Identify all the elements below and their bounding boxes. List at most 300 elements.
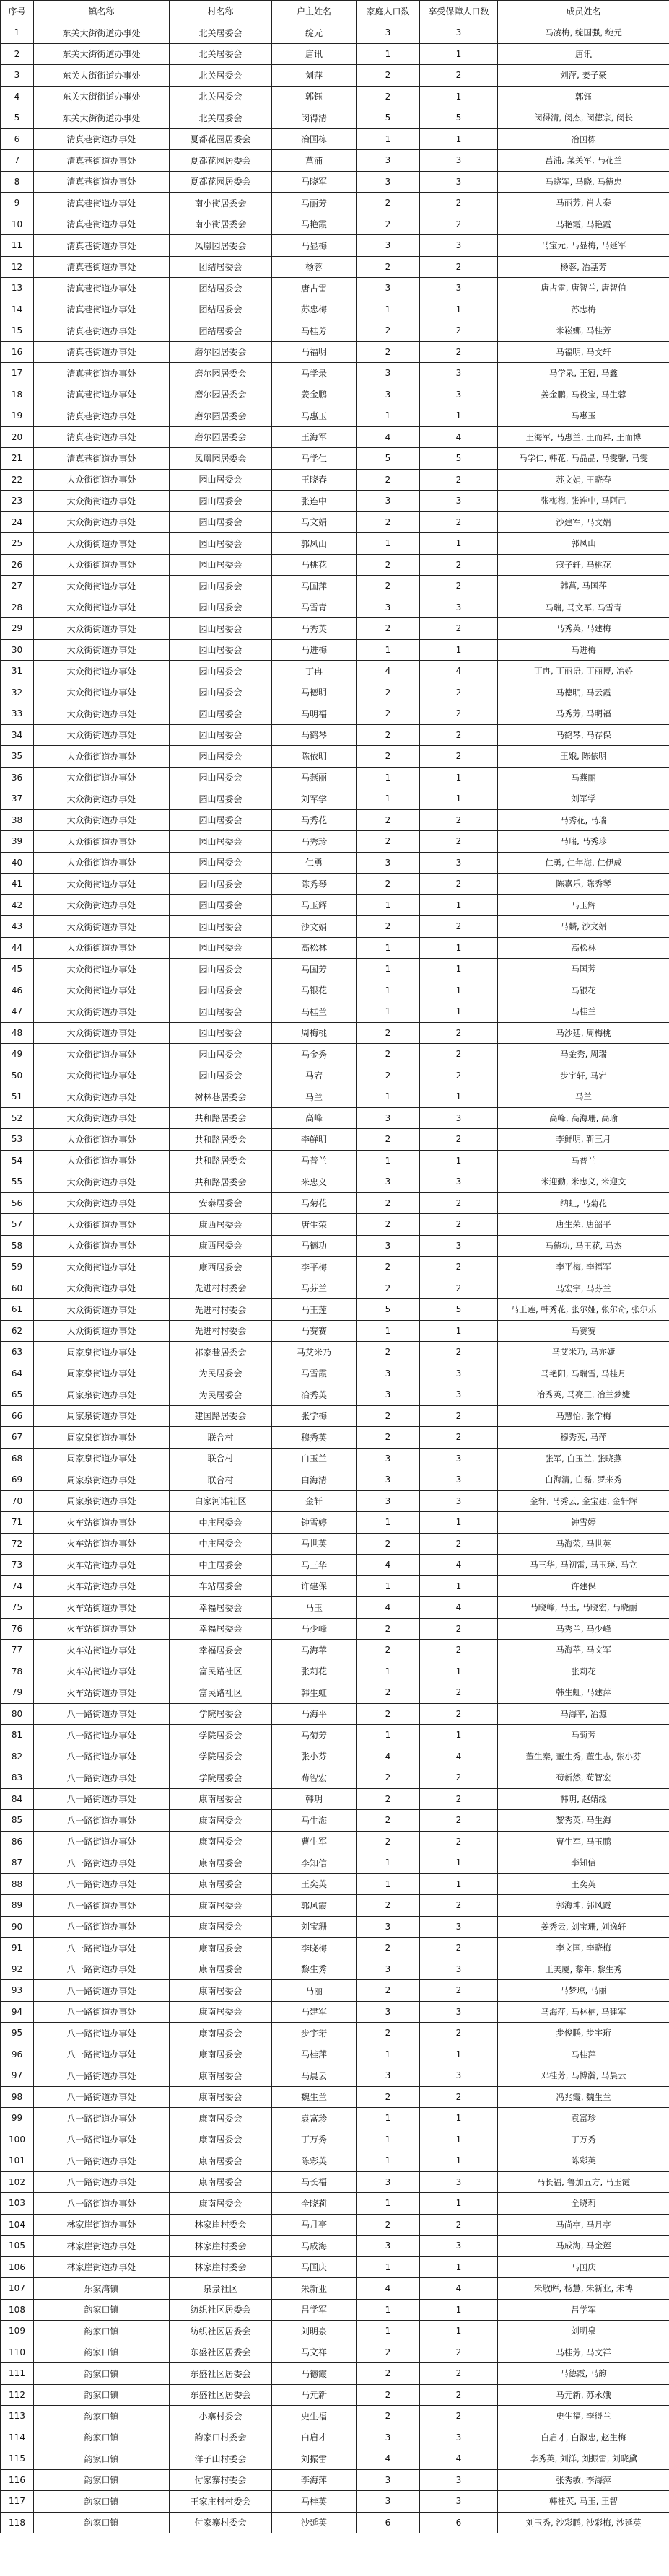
cell-seq: 53 [1, 1129, 34, 1151]
cell-insured-count: 3 [420, 1490, 498, 1512]
cell-seq: 75 [1, 1597, 34, 1619]
cell-village: 凤凰园居委会 [170, 448, 272, 470]
cell-insured-count: 3 [420, 1448, 498, 1469]
cell-seq: 47 [1, 1001, 34, 1023]
cell-family-size: 1 [357, 2193, 420, 2215]
cell-members: 黎秀英, 马生海 [498, 1810, 669, 1832]
cell-head: 马建军 [272, 2001, 357, 2023]
cell-town: 八一路街道办事处 [34, 1873, 170, 1895]
table-row [1, 788, 669, 810]
cell-members: 李秀英, 刘洋, 刘振雷, 刘晓黛 [498, 2448, 669, 2470]
cell-town: 东关大街街道办事处 [34, 86, 170, 107]
cell-insured-count: 3 [420, 1171, 498, 1193]
cell-village: 园山居委会 [170, 788, 272, 810]
table-row [1, 1107, 669, 1129]
cell-town: 大众街街道办事处 [34, 511, 170, 533]
cell-town: 清真巷街道办事处 [34, 405, 170, 427]
table-row [1, 65, 669, 87]
cell-town: 大众街街道办事处 [34, 1235, 170, 1257]
cell-insured-count: 1 [420, 1725, 498, 1746]
cell-insured-count: 1 [420, 1661, 498, 1682]
cell-seq: 86 [1, 1831, 34, 1852]
cell-members: 郭钰 [498, 86, 669, 107]
cell-family-size: 4 [357, 661, 420, 682]
cell-members: 张梅梅, 张连中, 马阿己 [498, 491, 669, 512]
table-row [1, 1086, 669, 1108]
cell-seq: 60 [1, 1278, 34, 1299]
cell-insured-count: 2 [420, 2214, 498, 2236]
table-row [1, 1895, 669, 1917]
cell-town: 清真巷街道办事处 [34, 299, 170, 320]
cell-head: 马文娟 [272, 511, 357, 533]
table-row [1, 831, 669, 853]
table-row [1, 150, 669, 172]
table-row [1, 1299, 669, 1321]
cell-insured-count: 2 [420, 320, 498, 342]
cell-insured-count: 3 [420, 22, 498, 44]
cell-members: 李平梅, 李福军 [498, 1257, 669, 1278]
cell-members: 丁冉, 丁丽语, 丁丽博, 冶娇 [498, 661, 669, 682]
table-row [1, 703, 669, 725]
cell-head: 张学梅 [272, 1405, 357, 1427]
cell-members: 马王莲, 韩秀花, 张尔娅, 张尔奇, 张尔乐 [498, 1299, 669, 1321]
cell-village: 康西居委会 [170, 1214, 272, 1236]
cell-town: 大众街街道办事处 [34, 554, 170, 576]
cell-village: 康南居委会 [170, 2044, 272, 2065]
cell-seq: 58 [1, 1235, 34, 1257]
cell-head: 马燕丽 [272, 767, 357, 788]
header-seq: 序号 [1, 1, 34, 22]
table-row [1, 618, 669, 640]
cell-town: 八一路街道办事处 [34, 2129, 170, 2150]
cell-town: 清真巷街道办事处 [34, 448, 170, 470]
cell-head: 金轩 [272, 1490, 357, 1512]
cell-members: 高松林 [498, 937, 669, 959]
table-row [1, 1384, 669, 1406]
cell-head: 马学录 [272, 363, 357, 384]
cell-members: 金轩, 马秀云, 金宝建, 金轩辉 [498, 1490, 669, 1512]
cell-village: 幸福居委会 [170, 1640, 272, 1661]
cell-insured-count: 3 [420, 1384, 498, 1406]
cell-head: 菖浦 [272, 150, 357, 172]
cell-seq: 71 [1, 1512, 34, 1534]
cell-insured-count: 2 [420, 874, 498, 895]
cell-seq: 98 [1, 2086, 34, 2108]
table-row [1, 1405, 669, 1427]
cell-members: 马晓峰, 马玉, 马晓宏, 马晓丽 [498, 1597, 669, 1619]
cell-town: 大众街街道办事处 [34, 1129, 170, 1151]
cell-insured-count: 2 [420, 341, 498, 363]
cell-village: 北关居委会 [170, 65, 272, 87]
cell-family-size: 1 [357, 959, 420, 980]
cell-members: 马玉辉 [498, 894, 669, 916]
table-row [1, 1129, 669, 1151]
cell-members: 马海平, 冶源 [498, 1703, 669, 1725]
cell-insured-count: 2 [420, 916, 498, 938]
cell-village: 磨尔园居委会 [170, 426, 272, 448]
cell-insured-count: 2 [420, 703, 498, 725]
cell-head: 马普兰 [272, 1150, 357, 1171]
cell-village: 园山居委会 [170, 491, 272, 512]
cell-seq: 83 [1, 1767, 34, 1789]
cell-family-size: 3 [357, 2065, 420, 2087]
cell-insured-count: 1 [420, 43, 498, 65]
cell-head: 米忠义 [272, 1171, 357, 1193]
table-row [1, 426, 669, 448]
cell-insured-count: 2 [420, 1214, 498, 1236]
cell-seq: 29 [1, 618, 34, 640]
cell-village: 园山居委会 [170, 894, 272, 916]
cell-seq: 74 [1, 1575, 34, 1597]
cell-town: 大众街街道办事处 [34, 746, 170, 768]
cell-members: 郭凤山 [498, 533, 669, 555]
cell-village: 林家崖村委会 [170, 2214, 272, 2236]
cell-head: 袁富珍 [272, 2108, 357, 2129]
cell-family-size: 1 [357, 2321, 420, 2342]
cell-family-size: 2 [357, 1788, 420, 1810]
cell-town: 周家泉街道办事处 [34, 1342, 170, 1363]
cell-members: 苏忠梅 [498, 299, 669, 320]
cell-head: 马赛赛 [272, 1320, 357, 1342]
table-row [1, 809, 669, 831]
cell-insured-count: 1 [420, 2193, 498, 2215]
cell-village: 联合村 [170, 1469, 272, 1491]
cell-village: 康南居委会 [170, 1852, 272, 1874]
cell-town: 清真巷街道办事处 [34, 235, 170, 257]
cell-village: 园山居委会 [170, 661, 272, 682]
cell-town: 韵家口镇 [34, 2406, 170, 2427]
cell-head: 马晨云 [272, 2065, 357, 2087]
cell-insured-count: 3 [420, 2001, 498, 2023]
table-row [1, 2299, 669, 2321]
cell-family-size: 1 [357, 1575, 420, 1597]
table-row [1, 2342, 669, 2363]
table-row [1, 1171, 669, 1193]
cell-seq: 117 [1, 2491, 34, 2513]
header-town: 镇名称 [34, 1, 170, 22]
cell-seq: 51 [1, 1086, 34, 1108]
cell-head: 马德明 [272, 682, 357, 703]
cell-head: 马桂萍 [272, 2044, 357, 2065]
cell-insured-count: 2 [420, 511, 498, 533]
cell-head: 陈秀琴 [272, 874, 357, 895]
cell-village: 东盛社区居委会 [170, 2384, 272, 2406]
cell-village: 康南居委会 [170, 1938, 272, 1959]
table-row [1, 363, 669, 384]
cell-head: 马雪青 [272, 597, 357, 618]
cell-insured-count: 2 [420, 746, 498, 768]
cell-seq: 30 [1, 639, 34, 661]
cell-town: 大众街街道办事处 [34, 682, 170, 703]
cell-head: 马月亭 [272, 2214, 357, 2236]
table-row [1, 1597, 669, 1619]
cell-town: 大众街街道办事处 [34, 1320, 170, 1342]
cell-town: 八一路街道办事处 [34, 1767, 170, 1789]
cell-village: 夏都花园居委会 [170, 150, 272, 172]
cell-town: 八一路街道办事处 [34, 2171, 170, 2193]
cell-seq: 25 [1, 533, 34, 555]
cell-insured-count: 2 [420, 724, 498, 746]
cell-seq: 95 [1, 2023, 34, 2044]
cell-town: 大众街街道办事处 [34, 618, 170, 640]
cell-village: 联合村 [170, 1427, 272, 1449]
cell-head: 闵得清 [272, 107, 357, 129]
cell-town: 韵家口镇 [34, 2491, 170, 2513]
cell-seq: 80 [1, 1703, 34, 1725]
cell-village: 康南居委会 [170, 2171, 272, 2193]
cell-head: 张小芬 [272, 1746, 357, 1767]
cell-head: 马玉辉 [272, 894, 357, 916]
cell-family-size: 2 [357, 1895, 420, 1917]
table-row [1, 852, 669, 874]
cell-town: 八一路街道办事处 [34, 1938, 170, 1959]
cell-head: 郭凤山 [272, 533, 357, 555]
cell-members: 菖浦, 菜关军, 马花兰 [498, 150, 669, 172]
table-row [1, 1682, 669, 1704]
cell-members: 马国庆 [498, 2256, 669, 2278]
cell-members: 马慧怡, 张学梅 [498, 1405, 669, 1427]
cell-insured-count: 2 [420, 2384, 498, 2406]
cell-seq: 59 [1, 1257, 34, 1278]
cell-village: 康南居委会 [170, 1895, 272, 1917]
cell-town: 清真巷街道办事处 [34, 363, 170, 384]
cell-insured-count: 1 [420, 767, 498, 788]
cell-seq: 13 [1, 278, 34, 299]
cell-family-size: 1 [357, 788, 420, 810]
cell-seq: 23 [1, 491, 34, 512]
table-row [1, 661, 669, 682]
cell-members: 马秀花, 马瑞 [498, 809, 669, 831]
cell-town: 大众街街道办事处 [34, 788, 170, 810]
cell-family-size: 1 [357, 1852, 420, 1874]
cell-seq: 115 [1, 2448, 34, 2470]
cell-town: 八一路街道办事处 [34, 2044, 170, 2065]
cell-seq: 101 [1, 2150, 34, 2172]
cell-members: 丁万秀 [498, 2129, 669, 2150]
cell-insured-count: 1 [420, 1320, 498, 1342]
cell-town: 林家崖街道办事处 [34, 2256, 170, 2278]
cell-village: 康南居委会 [170, 2150, 272, 2172]
cell-town: 清真巷街道办事处 [34, 171, 170, 193]
cell-town: 东关大街街道办事处 [34, 43, 170, 65]
cell-head: 沙延英 [272, 2512, 357, 2533]
cell-insured-count: 1 [420, 1873, 498, 1895]
cell-town: 大众街街道办事处 [34, 1214, 170, 1236]
cell-town: 大众街街道办事处 [34, 724, 170, 746]
cell-members: 马德明, 马云霞 [498, 682, 669, 703]
cell-insured-count: 2 [420, 214, 498, 235]
cell-seq: 90 [1, 1916, 34, 1938]
cell-town: 大众街街道办事处 [34, 1065, 170, 1086]
cell-town: 八一路街道办事处 [34, 1703, 170, 1725]
cell-village: 园山居委会 [170, 1001, 272, 1023]
table-row [1, 2171, 669, 2193]
cell-seq: 40 [1, 852, 34, 874]
cell-members: 步俊鹏, 步宇珩 [498, 2023, 669, 2044]
cell-village: 富民路社区 [170, 1682, 272, 1704]
table-row [1, 1725, 669, 1746]
table-row [1, 235, 669, 257]
cell-insured-count: 3 [420, 2469, 498, 2491]
cell-head: 陈依明 [272, 746, 357, 768]
cell-town: 大众街街道办事处 [34, 469, 170, 491]
cell-family-size: 3 [357, 1448, 420, 1469]
cell-village: 为民居委会 [170, 1363, 272, 1384]
table-row [1, 767, 669, 788]
table-row [1, 107, 669, 129]
cell-seq: 43 [1, 916, 34, 938]
cell-insured-count: 3 [420, 150, 498, 172]
cell-head: 马菊芳 [272, 1725, 357, 1746]
header-row [1, 1, 669, 22]
cell-town: 清真巷街道办事处 [34, 341, 170, 363]
cell-village: 小寨村委会 [170, 2406, 272, 2427]
cell-head: 马晓军 [272, 171, 357, 193]
cell-head: 马长福 [272, 2171, 357, 2193]
cell-seq: 17 [1, 363, 34, 384]
cell-family-size: 3 [357, 1469, 420, 1491]
cell-family-size: 2 [357, 1682, 420, 1704]
cell-family-size: 2 [357, 1980, 420, 2002]
cell-family-size: 2 [357, 341, 420, 363]
table-row [1, 278, 669, 299]
cell-head: 马金秀 [272, 1044, 357, 1065]
cell-head: 马国萍 [272, 576, 357, 597]
cell-insured-count: 2 [420, 1257, 498, 1278]
cell-town: 韵家口镇 [34, 2448, 170, 2470]
table-row [1, 2448, 669, 2470]
table-row [1, 2023, 669, 2044]
cell-village: 共和路居委会 [170, 1107, 272, 1129]
cell-head: 马元新 [272, 2384, 357, 2406]
cell-insured-count: 1 [420, 2129, 498, 2150]
cell-family-size: 1 [357, 937, 420, 959]
cell-members: 马宏宇, 马芬兰 [498, 1278, 669, 1299]
cell-family-size: 2 [357, 1192, 420, 1214]
cell-family-size: 2 [357, 1810, 420, 1832]
table-row [1, 1703, 669, 1725]
table-row [1, 1342, 669, 1363]
cell-insured-count: 2 [420, 1895, 498, 1917]
cell-head: 马进梅 [272, 639, 357, 661]
cell-head: 周梅桃 [272, 1022, 357, 1044]
cell-members: 董生秦, 董生秀, 董生志, 张小芬 [498, 1746, 669, 1767]
cell-insured-count: 2 [420, 1129, 498, 1151]
cell-insured-count: 3 [420, 1916, 498, 1938]
cell-village: 磨尔园居委会 [170, 363, 272, 384]
cell-village: 南小街居委会 [170, 214, 272, 235]
cell-members: 冶秀英, 马亮三, 冶兰梦婕 [498, 1384, 669, 1406]
cell-village: 学院居委会 [170, 1746, 272, 1767]
cell-seq: 100 [1, 2129, 34, 2150]
cell-head: 苏忠梅 [272, 299, 357, 320]
cell-members: 王美厦, 黎年, 黎生秀 [498, 1959, 669, 1980]
table-row [1, 1618, 669, 1640]
cell-town: 周家泉街道办事处 [34, 1427, 170, 1449]
cell-family-size: 2 [357, 2342, 420, 2363]
cell-members: 马海苹, 马文军 [498, 1640, 669, 1661]
cell-village: 树林巷居委会 [170, 1086, 272, 1108]
cell-insured-count: 2 [420, 2342, 498, 2363]
cell-town: 大众街街道办事处 [34, 980, 170, 1001]
cell-family-size: 3 [357, 1959, 420, 1980]
cell-village: 园山居委会 [170, 533, 272, 555]
cell-members: 许建保 [498, 1575, 669, 1597]
cell-town: 韵家口镇 [34, 2321, 170, 2342]
cell-head: 张连中 [272, 491, 357, 512]
cell-village: 园山居委会 [170, 511, 272, 533]
cell-town: 火车站街道办事处 [34, 1640, 170, 1661]
table-row [1, 384, 669, 405]
cell-insured-count: 4 [420, 2278, 498, 2300]
cell-head: 张莉花 [272, 1661, 357, 1682]
cell-family-size: 2 [357, 1022, 420, 1044]
cell-members: 马燕丽 [498, 767, 669, 788]
cell-seq: 49 [1, 1044, 34, 1065]
cell-seq: 79 [1, 1682, 34, 1704]
cell-insured-count: 1 [420, 299, 498, 320]
cell-members: 张军, 白玉兰, 张晓燕 [498, 1448, 669, 1469]
cell-head: 马艳霞 [272, 214, 357, 235]
cell-town: 清真巷街道办事处 [34, 193, 170, 214]
table-row [1, 1257, 669, 1278]
cell-insured-count: 3 [420, 2236, 498, 2257]
cell-members: 王海军, 马惠兰, 王而昇, 王而博 [498, 426, 669, 448]
cell-seq: 14 [1, 299, 34, 320]
cell-village: 园山居委会 [170, 767, 272, 788]
cell-seq: 9 [1, 193, 34, 214]
cell-town: 八一路街道办事处 [34, 1852, 170, 1874]
cell-members: 马成海, 马金莲 [498, 2236, 669, 2257]
cell-seq: 108 [1, 2299, 34, 2321]
table-row [1, 1363, 669, 1384]
cell-seq: 22 [1, 469, 34, 491]
cell-members: 曹生军, 马玉鹏 [498, 1831, 669, 1852]
cell-insured-count: 2 [420, 831, 498, 853]
cell-seq: 91 [1, 1938, 34, 1959]
cell-village: 学院居委会 [170, 1725, 272, 1746]
cell-village: 康南居委会 [170, 2065, 272, 2087]
cell-family-size: 3 [357, 384, 420, 405]
cell-seq: 105 [1, 2236, 34, 2257]
cell-seq: 18 [1, 384, 34, 405]
cell-head: 吕学军 [272, 2299, 357, 2321]
cell-head: 高峰 [272, 1107, 357, 1129]
cell-members: 马赛赛 [498, 1320, 669, 1342]
cell-family-size: 1 [357, 1725, 420, 1746]
cell-head: 王晓春 [272, 469, 357, 491]
cell-members: 张莉花 [498, 1661, 669, 1682]
cell-insured-count: 1 [420, 788, 498, 810]
cell-town: 八一路街道办事处 [34, 2086, 170, 2108]
cell-head: 绽元 [272, 22, 357, 44]
cell-head: 马菊花 [272, 1192, 357, 1214]
cell-head: 步宇珩 [272, 2023, 357, 2044]
cell-town: 韵家口镇 [34, 2363, 170, 2385]
table-row [1, 959, 669, 980]
cell-head: 刘军学 [272, 788, 357, 810]
cell-village: 康南居委会 [170, 1980, 272, 2002]
cell-head: 苟智宏 [272, 1767, 357, 1789]
cell-town: 八一路街道办事处 [34, 1895, 170, 1917]
cell-members: 马学录, 王冠, 马鑫 [498, 363, 669, 384]
cell-family-size: 3 [357, 1363, 420, 1384]
cell-village: 祁家巷居委会 [170, 1342, 272, 1363]
cell-town: 大众街街道办事处 [34, 576, 170, 597]
cell-head: 马王莲 [272, 1299, 357, 1321]
cell-insured-count: 2 [420, 1342, 498, 1363]
cell-insured-count: 1 [420, 894, 498, 916]
